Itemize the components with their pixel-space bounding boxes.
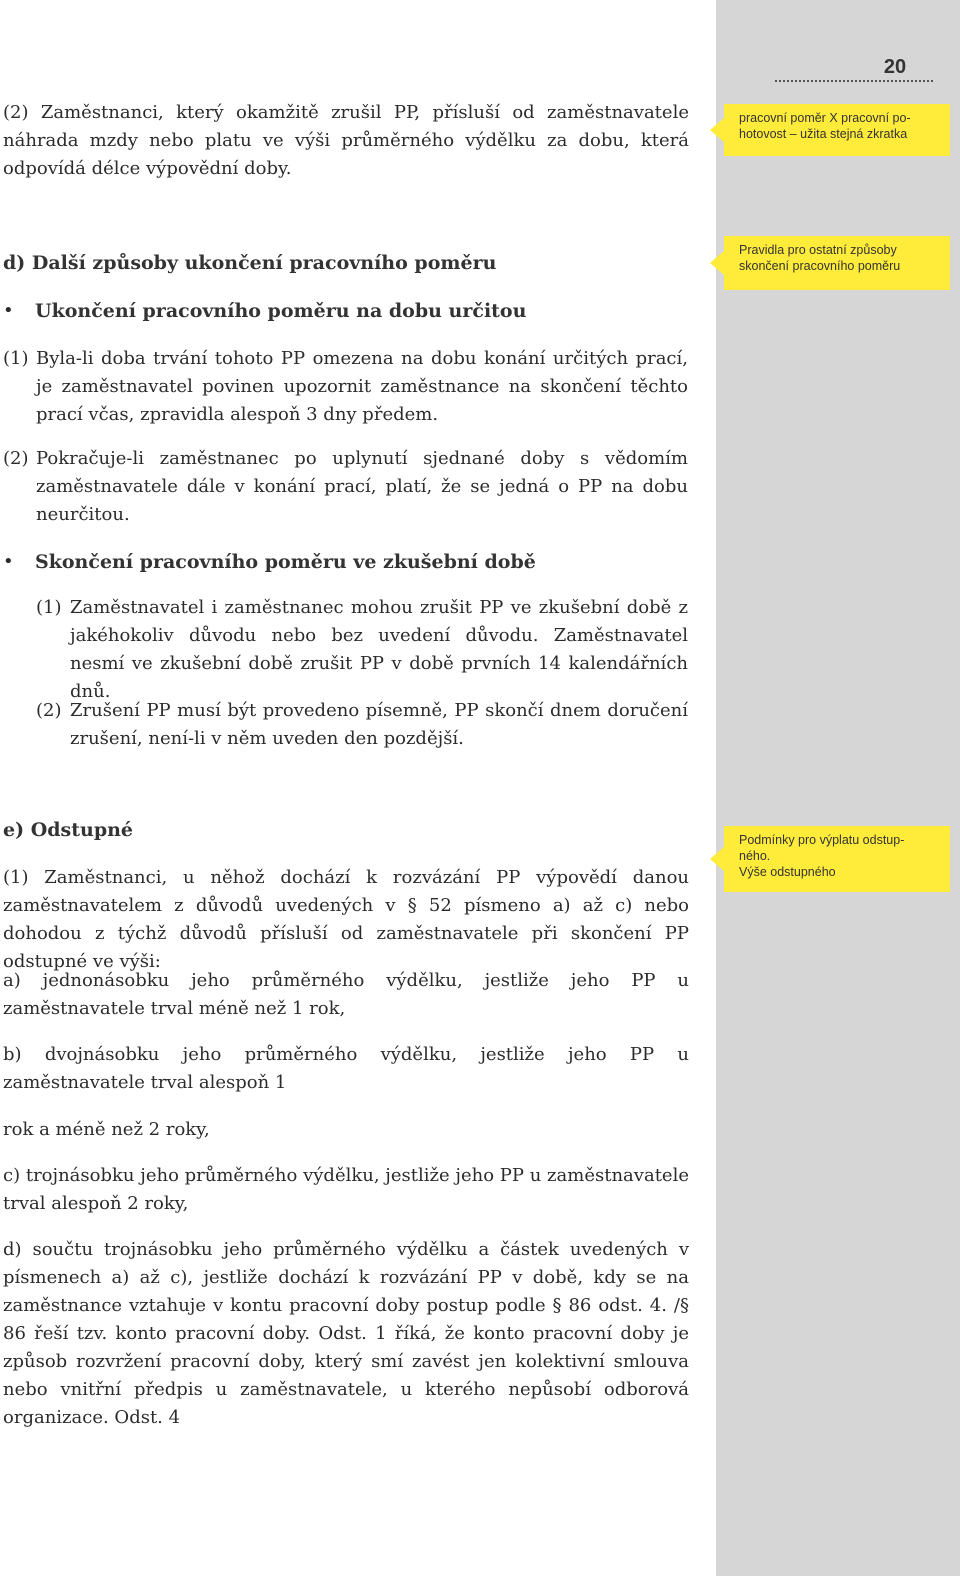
- d1-item-1-body: Byla-li doba trvání tohoto PP omezena na dobu konání určitých prací, je zaměstnavatel povinen upozornit zaměstnance na skončení těchto prací včas, zpravidla alespoň 3 dny předem.: [36, 348, 688, 425]
- sidebar-note-1: [724, 104, 950, 156]
- d2-item-2-label: (2): [36, 700, 62, 721]
- bullet-1-marker: •: [3, 300, 14, 321]
- d2-item-1-text: [70, 594, 688, 706]
- d1-item-1-text: [36, 345, 688, 429]
- d1-item-2-label: (2): [3, 448, 29, 469]
- sidebar-note-3-text: Podmínky pro výplatu odstup- ného. Výše odstupného: [739, 833, 905, 879]
- sidebar-note-2-text: Pravidla pro ostatní způsoby skončení pracovního poměru: [739, 243, 901, 273]
- section-e-item-b: b) dvojnásobku jeho průměrného výdělku, jestliže jeho PP u zaměstnavatele trval alespoň 1: [3, 1044, 689, 1093]
- d1-item-2-body: Pokračuje-li zaměstnanec po uplynutí sjednané doby s vědomím zaměstnavatele dále v konání prací, platí, že se jedná o PP na dobu neurčitou.: [36, 448, 688, 525]
- sidebar-note-1-text: pracovní poměr X pracovní po- hotovost – užita stejná zkratka: [739, 111, 911, 141]
- intro-paragraph: [3, 99, 689, 183]
- section-d-heading: d) Další způsoby ukončení pracovního poměru: [3, 252, 497, 274]
- d2-item-2-body: Zrušení PP musí být provedeno písemně, PP skončí dnem doručení zrušení, není-li v něm uveden den pozdější.: [70, 700, 688, 749]
- section-e-item-d: d) součtu trojnásobku jeho průměrného výdělku a částek uvedených v písmenech a) až c), jestliže dochází k rozvázání PP v době, kdy se na zaměstnance vztahuje v kontu pracovní doby postup podle § 86 odst. 4. /§ 86 řeší tzv. konto pracovní doby. Odst. 1 říká, že konto pracovní doby je způsob rozvržení pracovní doby, který smí zavést jen kolektivní smlouva nebo vnitřní předpis u zaměstnavatele, u kterého nepůsobí odborová organizace. Odst. 4: [3, 1239, 689, 1428]
- page-number: 20: [883, 56, 907, 78]
- sidebar-note-2: [724, 236, 950, 290]
- d2-item-1-label: (1): [36, 597, 62, 618]
- section-e-item-b-cont: rok a méně než 2 roky,: [3, 1119, 210, 1140]
- d2-item-1-body: Zaměstnavatel i zaměstnanec mohou zrušit PP ve zkušební době z jakéhokoliv důvodu nebo bez uvedení důvodu. Zaměstnavatel nesmí ve zkušební době zrušit PP v době prvních 14 kalendářních dnů.: [70, 597, 688, 702]
- section-e-intro: (1) Zaměstnanci, u něhož dochází k rozvázání PP výpovědí danou zaměstnavatelem z důvodů uvedených v § 52 písmeno a) až c) nebo dohodou z týchž důvodů přísluší od zaměstnavatele při skončení PP odstupné ve výši:: [3, 867, 689, 972]
- section-e-heading: e) Odstupné: [3, 819, 134, 841]
- intro-label: (2): [3, 102, 29, 123]
- sidebar-note-3: [724, 826, 950, 892]
- bullet-2-title: Skončení pracovního poměru ve zkušební době: [35, 551, 536, 573]
- d1-item-2-text: [36, 445, 688, 529]
- page-number-divider: [775, 80, 933, 82]
- bullet-2-marker: •: [3, 551, 14, 572]
- d1-item-1-label: (1): [3, 348, 29, 369]
- d2-item-2-text: [70, 697, 688, 753]
- intro-text: Zaměstnanci, který okamžitě zrušil PP, přísluší od zaměstnavatele náhrada mzdy nebo platu ve výši průměrného výdělku za dobu, která odpovídá délce výpovědní doby.: [3, 102, 689, 179]
- section-e-item-a: a) jednonásobku jeho průměrného výdělku, jestliže jeho PP u zaměstnavatele trval méně než 1 rok,: [3, 970, 689, 1019]
- section-e-item-c: c) trojnásobku jeho průměrného výdělku, jestliže jeho PP u zaměstnavatele trval alespoň 2 roky,: [3, 1165, 689, 1214]
- bullet-1-title: Ukončení pracovního poměru na dobu určitou: [35, 300, 527, 322]
